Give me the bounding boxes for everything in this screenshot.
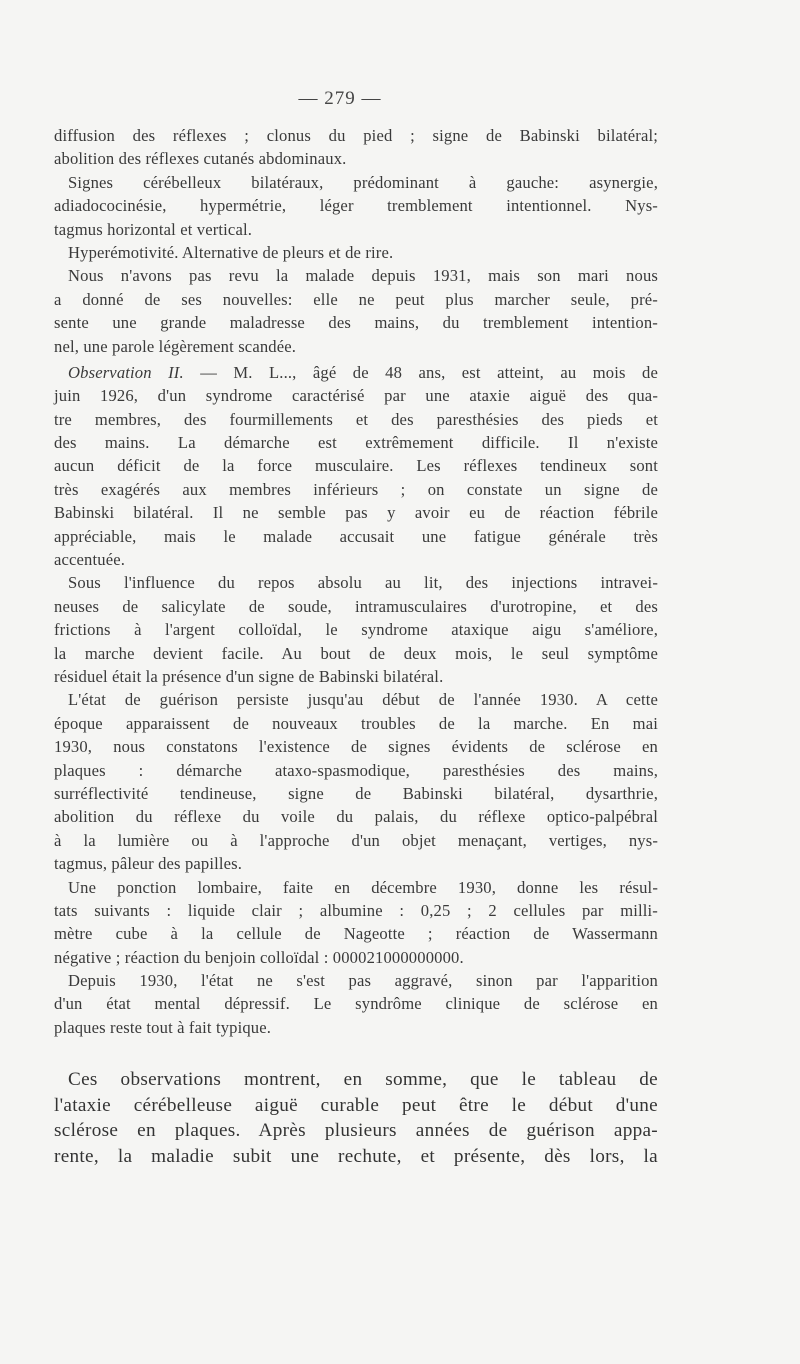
paragraph (54, 264, 658, 358)
text-line: frictions à l'argent colloïdal, le syndrome ataxique aigu s'améliore, (54, 620, 658, 640)
paragraph (54, 969, 658, 1039)
text-line: Une ponction lombaire, faite en décembre 1930, donne les résul- (68, 877, 658, 897)
text-line: nel, une parole légèrement scandée. (54, 336, 297, 356)
text-line: neuses de salicylate de soude, intramusculaires d'urotropine, et des (54, 596, 658, 616)
text-line: abolition des réflexes cutanés abdominaux. (54, 149, 347, 169)
text-line: Babinski bilatéral. Il ne semble pas y avoir eu de réaction fébrile (54, 503, 658, 523)
text-line: diffusion des réflexes ; clonus du pied ; signe de Babinski bilatéral; (54, 126, 658, 145)
text-line: rente, la maladie subit une rechute, et présente, dès lors, la (54, 1145, 658, 1167)
text-line: tagmus horizontal et vertical. (54, 219, 253, 239)
paragraph (54, 876, 658, 970)
text-line: Sous l'influence du repos absolu au lit, des injections intravei- (68, 573, 658, 593)
text-line: des mains. La démarche est extrêmement difficile. Il n'existe (54, 433, 658, 453)
paragraph (54, 571, 658, 688)
text-line: à la lumière ou à l'approche d'un objet menaçant, vertiges, nys- (54, 830, 658, 850)
text-line: la marche devient facile. Au bout de deux mois, le seul symptôme (54, 643, 658, 663)
text-line: tats suivants : liquide clair ; albumine : 0,25 ; 2 cellules par milli- (54, 900, 658, 920)
text-line: adiadococinésie, hypermétrie, léger tremblement intentionnel. Nys- (54, 196, 658, 216)
observation-title: Observation II. (68, 362, 184, 382)
page-number: — 279 — (298, 88, 382, 109)
paragraph (54, 124, 658, 171)
paragraph (54, 171, 658, 241)
text-line: abolition du réflexe du voile du palais, du réflexe optico-palpébral (54, 807, 658, 827)
text-line: Nous n'avons pas revu la malade depuis 1931, mais son mari nous (68, 266, 658, 286)
text-line: plaques reste tout à fait typique. (54, 1017, 272, 1037)
text-line: aucun déficit de la force musculaire. Les réflexes tendineux sont (54, 456, 658, 476)
text-line: tagmus, pâleur des papilles. (54, 854, 243, 874)
text-line: accentuée. (54, 550, 126, 570)
text-line: mètre cube à la cellule de Nageotte ; réaction de Wassermann (54, 924, 658, 944)
text-line: Hyperémotivité. Alternative de pleurs et de rire. (68, 242, 394, 262)
text-line: appréciable, mais le malade accusait une fatigue générale très (54, 526, 658, 546)
text-line: très exagérés aux membres inférieurs ; on constate un signe de (54, 479, 658, 499)
text-line: 1930, nous constatons l'existence de signes évidents de sclérose en (54, 737, 658, 757)
text-line: Ces observations montrent, en somme, que le tableau de (68, 1069, 658, 1091)
text-line: négative ; réaction du benjoin colloïdal : 000021000000000. (54, 947, 464, 967)
text-line: a donné de ses nouvelles: elle ne peut plus marcher seule, pré- (54, 289, 658, 309)
paragraph (54, 361, 658, 572)
text-line: sente une grande maladresse des mains, du tremblement intention- (54, 313, 658, 333)
text-line: surréflectivité tendineuse, signe de Babinski bilatéral, dysarthrie, (54, 783, 658, 803)
text-line: époque apparaissent de nouveaux troubles de la marche. En mai (54, 713, 658, 733)
text-span: — M. L..., âgé de 48 ans, est atteint, au mois de (183, 362, 658, 382)
conclusion-paragraph (54, 1067, 658, 1169)
text-line: l'ataxie cérébelleuse aiguë curable peut être le début d'une (54, 1094, 658, 1116)
paragraph (54, 688, 658, 875)
text-line: sclérose en plaques. Après plusieurs années de guérison appa- (54, 1120, 658, 1142)
text-line: juin 1926, d'un syndrome caractérisé par une ataxie aiguë des qua- (54, 386, 658, 406)
text-line: résiduel était la présence d'un signe de Babinski bilatéral. (54, 666, 444, 686)
paragraph (54, 241, 658, 264)
text-line (54, 361, 658, 384)
text-line: Depuis 1930, l'état ne s'est pas aggravé, sinon par l'apparition (68, 971, 658, 991)
text-line: L'état de guérison persiste jusqu'au début de l'année 1930. A cette (68, 690, 658, 710)
text-line: Signes cérébelleux bilatéraux, prédominant à gauche: asynergie, (68, 172, 658, 192)
text-line: d'un état mental dépressif. Le syndrôme clinique de sclérose en (54, 994, 658, 1014)
text-line: plaques : démarche ataxo-spasmodique, paresthésies des mains, (54, 760, 658, 780)
text-line: tre membres, des fourmillements et des paresthésies des pieds et (54, 409, 658, 429)
body-text (54, 124, 658, 1169)
